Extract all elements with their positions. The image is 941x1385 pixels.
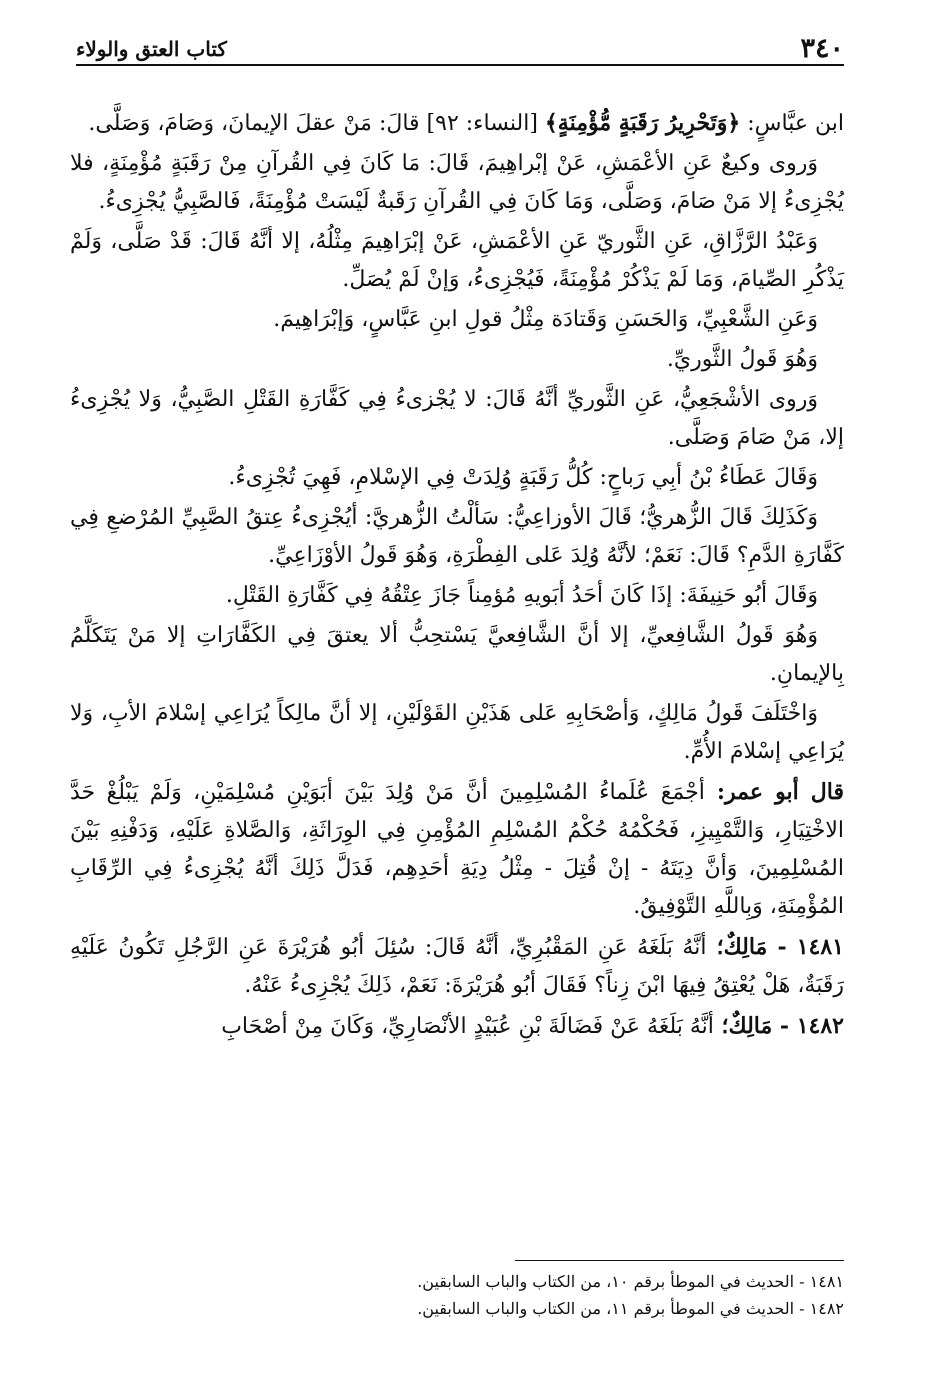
footnotes	[70, 1268, 844, 1322]
footnote-rule	[515, 1260, 844, 1261]
hadith-number: ١٤٨١ - مَالِكٌ؛	[706, 934, 844, 960]
paragraph-9: وَقَالَ أبُو حَنِيفَةَ: إذَا كَانَ أحَدُ أبَويهِ مُؤمِناً جَازَ عِتْقُهُ فِي كَفَّارَةِ القَتْلِ.	[225, 583, 818, 608]
paragraph-10: وَهُوَ قَولُ الشَّافِعيِّ، إلا أنَّ الشَّافِعيَّ يَسْتحِبُّ ألا يعتقَ فِي الكَفَّارَاتِ إلا مَنْ يَتَكَلَّمُ بِالإيمانِ.	[70, 623, 844, 686]
paragraph-5: وَهُوَ قَولُ الثَّوريِّ.	[666, 347, 818, 372]
page-body	[70, 104, 844, 1048]
speaker-label: قال أبو عمر:	[704, 779, 844, 805]
paragraph-1	[70, 104, 844, 143]
hadith-1482	[70, 1007, 844, 1046]
paragraph-4: وَعَنِ الشَّعْبِيِّ، وَالحَسَنِ وَقَتادَة مِثْلُ قولِ ابنِ عَبَّاسٍ، وَإبْرَاهِيمَ.	[273, 307, 818, 332]
paragraph-6: وَروى الأشْجَعِيُّ، عَنِ الثَّوريِّ أنَّهُ قَالَ: لا يُجْزىءُ فِي كَفَّارَةِ القَتْلِ الصَّبِيُّ، وَلا يُجْزِىءُ إلا، مَنْ صَامَ وَصَلَّى.	[70, 387, 844, 450]
running-title: كتاب العتق والولاء	[76, 37, 227, 61]
footnote-1481: ١٤٨١ - الحديث في الموطأ برقم ١٠، من الكتاب والباب السابقين.	[417, 1272, 844, 1291]
paragraph-8: وَكَذَلِكَ قَالَ الزُّهريُّ؛ قَالَ الأوزاعِيُّ: سَألْتُ الزُّهريَّ: أيُجْزِىءُ عِتقُ الصَّبِيِّ المُرْضعِ فِي كَفَّارَةِ الدَّمِ؟ قَالَ: نَعَمْ؛ لأنَّهُ وُلِدَ عَلى الفِطْرَةِ، وَهُوَ قَولُ الأوْزَاعِيِّ.	[70, 505, 844, 568]
footnote-1482: ١٤٨٢ - الحديث في الموطأ برقم ١١، من الكتاب والباب السابقين.	[417, 1299, 844, 1318]
hadith-1481	[70, 928, 844, 1005]
header-rule	[76, 64, 844, 66]
quran-verse: ﴿وَتَحْرِيرُ رَقَبَةٍ مُّؤْمِنَةٍ﴾	[544, 110, 741, 136]
hadith-1482-text: أنَّهُ بَلَغَهُ عَنْ فَضَالَةَ بْنِ عُبَيْدٍ الأنْصَارِيِّ، وَكَانَ مِنْ أصْحَابِ	[221, 1014, 714, 1039]
paragraph-12-text: أجْمَعَ عُلَماءُ المُسْلِمِينَ أنَّ مَنْ وُلِدَ بَيْنَ أبَوَيْنِ مُسْلِمَيْنِ، وَلَمْ يَبْلُغْ حَدَّ الاخْتِيَارِ، وَالتَّمْيِيزِ، فَحُكْمُهُ حُكْمُ المُسْلِمِ المُؤْمِنِ فِي الوِرَاثَةِ، وَالصَّلاةِ عَلَيْهِ، وَدَفْنِهِ بَيْنَ المُسْلِمِينَ، وَأنَّ دِيَتَهُ - إنْ قُتِلَ - مِثْلُ دِيَةِ أحَدِهِم، فَدَلَّ ذَلِكَ أنَّهُ يُجْزِىءُ فِي الرِّقَابِ المُؤْمِنَةِ، وَبِاللَّهِ التَّوْفِيقُ.	[70, 780, 844, 919]
hadith-number: ١٤٨٢ - مَالِكٌ؛	[713, 1013, 844, 1039]
hadith-1481-text: أنَّهُ بَلَغَهُ عَنِ المَقْبُرِيِّ، أنَّهُ قَالَ: سُئِلَ أبُو هُرَيْرَةَ عَنِ الرَّجُلِ تَكُونُ عَلَيْهِ رَقَبَةٌ، هَلْ يُعْتِقُ فِيهَا ابْنَ زِناً؟ فَقَالَ أبُو هُرَيْرَةَ: نَعَمْ، ذَلِكَ يُجْزِىءُ عَنْهُ.	[70, 935, 844, 998]
page-number: ٣٤٠	[800, 33, 844, 64]
paragraph-1-post: [النساء: ٩٢] قالَ: مَنْ عقلَ الإيمانَ، وَصَامَ، وَصَلَّى.	[88, 111, 545, 136]
paragraph-11: وَاخْتَلَفَ قَولُ مَالِكٍ، وَأصْحَابِهِ عَلى هَذَيْنِ القَوْلَيْنِ، إلا أنَّ مالِكاً يُرَاعِي إسْلامَ الأبِ، وَلا يُرَاعِي إسْلامَ الأُمِّ.	[70, 701, 844, 764]
paragraph-3: وَعَبْدُ الرَّزَّاقِ، عَنِ الثَّوريّ عَنِ الأعْمَشِ، عَنْ إبْرَاهِيمَ مِثْلُهُ، إلا أنَّهُ قَالَ: قَدْ صَلَّى، وَلَمْ يَذْكُرِ الصِّيامَ، وَمَا لَمْ يَذْكُرْ مُؤْمِنَةً، فَيُجْزِىءُ، وَإنْ لَمْ يُصَلِّ.	[70, 229, 844, 292]
paragraph-7: وَقَالَ عَطَاءُ بْنُ أبِي رَباحٍ: كُلُّ رَقَبَةٍ وُلِدَتْ فِي الإسْلامِ، فَهِيَ تُجْزِىءُ.	[228, 465, 818, 490]
page-header	[76, 32, 844, 66]
paragraph-1-pre: ابن عبَّاسٍ:	[740, 111, 844, 136]
paragraph-2: وَروى وكيعٌ عَنِ الأعْمَشِ، عَنْ إبْراهِيمَ، قَالَ: مَا كَانَ فِي القُرآنِ مِنْ رَقَبَةٍ مُؤْمِنَةٍ، فلا يُجْزِىءُ إلا مَنْ صَامَ، وَصَلَّى، وَمَا كَانَ فِي القُرآنِ رَقَبةٌ لَيْسَتْ مُؤْمِنَةً، فَالصَّبِيُّ يُجْزِىءُ.	[70, 151, 844, 214]
paragraph-12	[70, 773, 844, 926]
